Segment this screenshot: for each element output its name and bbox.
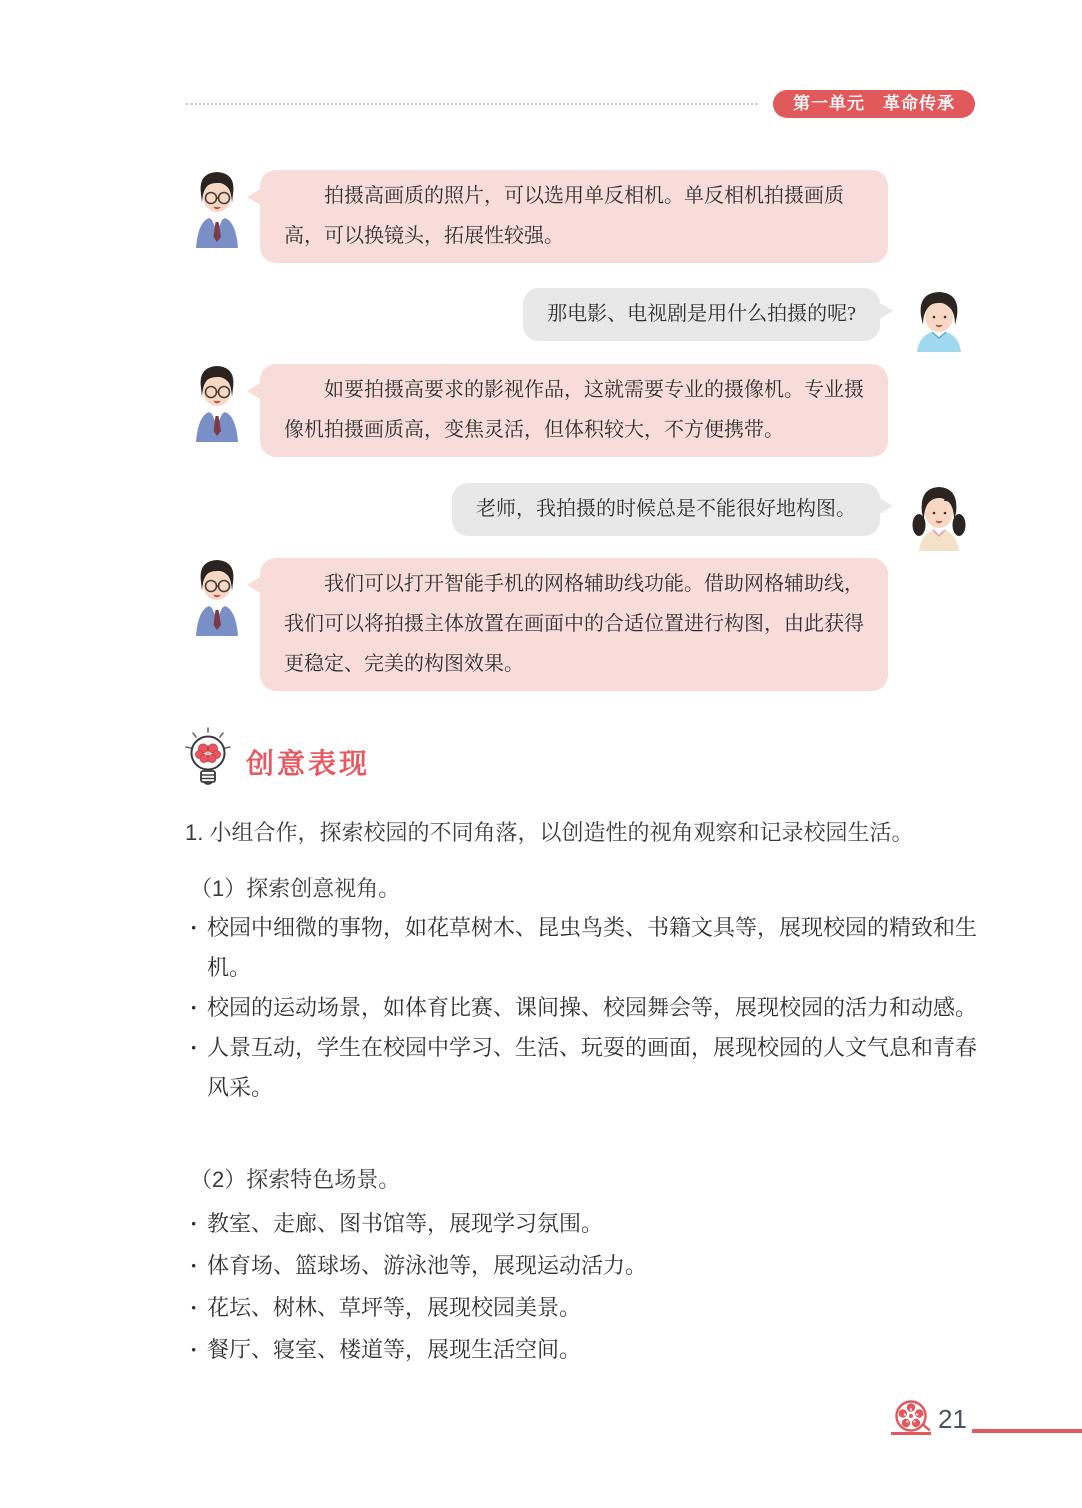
sub-section-2-bullets — [185, 1204, 992, 1372]
teacher-avatar-icon — [188, 364, 246, 442]
reel-underline — [891, 1432, 931, 1435]
girl-student-avatar-icon — [908, 483, 970, 551]
header-dotted-rule — [186, 103, 757, 105]
unit-badge: 第一单元 革命传承 — [773, 90, 975, 118]
chat-message-4 — [452, 483, 970, 551]
section-title: 创意表现 — [246, 747, 371, 779]
task-1-text: 1. 小组合作，探索校园的不同角落，以创造性的视角观察和记录校园生活。 — [185, 820, 914, 845]
bullet-item: · 餐厅、寝室、楼道等，展现生活空间。 — [185, 1330, 992, 1370]
bullet-item: · 人景互动，学生在校园中学习、生活、玩耍的画面，展现校园的人文气息和青春风采。 — [185, 1028, 992, 1108]
sub-section-1-bullets — [185, 908, 992, 1108]
lightbulb-brain-icon — [182, 726, 234, 797]
bullet-item: · 教室、走廊、图书馆等，展现学习氛围。 — [185, 1204, 992, 1244]
page-number: 21 — [938, 1404, 967, 1434]
chat-bubble-teacher: 我们可以打开智能手机的网格辅助线功能。借助网格辅助线，我们可以将拍摄主体放置在画面中的合适位置进行构图，由此获得更稳定、完美的构图效果。 — [260, 558, 888, 691]
sub-section-2-title: （2）探索特色场景。 — [190, 1167, 401, 1192]
chat-message-3 — [188, 364, 888, 457]
bullet-item: · 校园中细微的事物，如花草树木、昆虫鸟类、书籍文具等，展现校园的精致和生机。 — [185, 908, 992, 988]
chat-bubble-teacher: 如要拍摄高要求的影视作品，这就需要专业的摄像机。专业摄像机拍摄画质高，变焦灵活，但体积较大，不方便携带。 — [260, 364, 888, 457]
footer-rule — [972, 1429, 1082, 1433]
chat-message-2 — [523, 288, 970, 352]
chat-message-1 — [188, 170, 888, 263]
section-heading — [182, 726, 370, 797]
chat-bubble-teacher: 拍摄高画质的照片，可以选用单反相机。单反相机拍摄画质高，可以换镜头，拓展性较强。 — [260, 170, 888, 263]
chat-message-5 — [188, 558, 888, 691]
bullet-item: · 校园的运动场景，如体育比赛、课间操、校园舞会等，展现校园的活力和动感。 — [185, 988, 992, 1028]
bullet-item: · 体育场、篮球场、游泳池等，展现运动活力。 — [185, 1246, 992, 1286]
boy-student-avatar-icon — [908, 288, 970, 352]
sub-section-1-title: （1）探索创意视角。 — [190, 876, 401, 901]
bullet-item: · 花坛、树林、草坪等，展现校园美景。 — [185, 1288, 992, 1328]
teacher-avatar-icon — [188, 558, 246, 636]
teacher-avatar-icon — [188, 170, 246, 248]
chat-bubble-student: 那电影、电视剧是用什么拍摄的呢? — [523, 288, 880, 341]
page-header — [186, 90, 975, 118]
chat-bubble-student: 老师，我拍摄的时候总是不能很好地构图。 — [452, 483, 880, 536]
